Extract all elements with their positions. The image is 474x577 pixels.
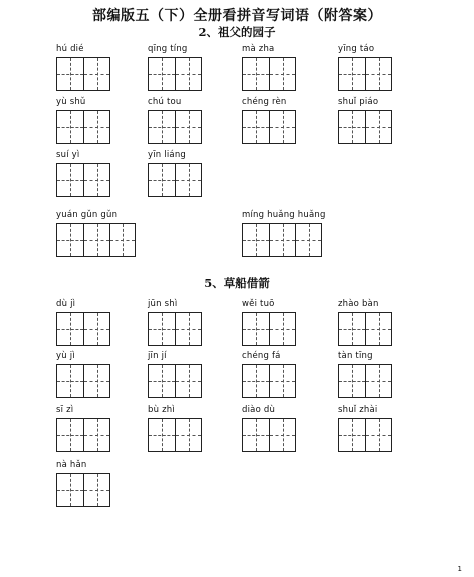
writing-cell[interactable] <box>175 111 201 143</box>
tianzige-grid <box>56 223 136 257</box>
writing-cell[interactable] <box>175 313 201 345</box>
tianzige-grid <box>242 223 322 257</box>
writing-cell[interactable] <box>83 111 109 143</box>
writing-cell[interactable] <box>149 164 175 196</box>
writing-cell[interactable] <box>149 365 175 397</box>
tianzige-grid <box>242 418 296 452</box>
tianzige-grid <box>148 418 202 452</box>
tianzige-grid <box>242 364 296 398</box>
pinyin-label: dù jì <box>56 299 76 309</box>
pinyin-label: chéng fá <box>242 351 281 361</box>
tianzige-grid <box>338 364 392 398</box>
writing-cell[interactable] <box>243 224 269 256</box>
tianzige-grid <box>338 418 392 452</box>
writing-cell[interactable] <box>149 111 175 143</box>
tianzige-grid <box>148 312 202 346</box>
section-heading-1: 2、祖父的园子 <box>198 25 276 39</box>
writing-cell[interactable] <box>269 365 295 397</box>
pinyin-label: chéng rèn <box>242 97 287 107</box>
pinyin-label: chú tou <box>148 97 182 107</box>
tianzige-grid <box>56 110 110 144</box>
writing-cell[interactable] <box>243 419 269 451</box>
writing-cell[interactable] <box>83 474 109 506</box>
writing-cell[interactable] <box>339 365 365 397</box>
writing-cell[interactable] <box>149 313 175 345</box>
writing-cell[interactable] <box>295 224 321 256</box>
tianzige-grid <box>56 418 110 452</box>
writing-cell[interactable] <box>149 58 175 90</box>
page-number: 1 <box>457 565 462 573</box>
tianzige-grid <box>56 364 110 398</box>
writing-cell[interactable] <box>365 111 391 143</box>
writing-cell[interactable] <box>175 164 201 196</box>
writing-cell[interactable] <box>57 111 83 143</box>
writing-cell[interactable] <box>149 419 175 451</box>
writing-cell[interactable] <box>57 419 83 451</box>
writing-cell[interactable] <box>269 224 295 256</box>
writing-cell[interactable] <box>365 419 391 451</box>
tianzige-grid <box>148 57 202 91</box>
pinyin-label: bù zhì <box>148 405 175 415</box>
tianzige-grid <box>56 473 110 507</box>
tianzige-grid <box>338 57 392 91</box>
tianzige-grid <box>148 110 202 144</box>
pinyin-label: shuǐ piáo <box>338 97 379 107</box>
writing-cell[interactable] <box>269 419 295 451</box>
tianzige-grid <box>148 163 202 197</box>
page-title: 部编版五（下）全册看拼音写词语（附答案） <box>92 8 382 24</box>
pinyin-label: yīng táo <box>338 44 375 54</box>
writing-cell[interactable] <box>365 365 391 397</box>
writing-cell[interactable] <box>365 58 391 90</box>
writing-cell[interactable] <box>175 58 201 90</box>
writing-cell[interactable] <box>109 224 135 256</box>
pinyin-label: míng huǎng huǎng <box>242 210 326 220</box>
writing-cell[interactable] <box>83 164 109 196</box>
pinyin-label: yù shǔ <box>56 97 86 107</box>
writing-cell[interactable] <box>57 58 83 90</box>
writing-cell[interactable] <box>83 419 109 451</box>
tianzige-grid <box>56 163 110 197</box>
writing-cell[interactable] <box>339 419 365 451</box>
tianzige-grid <box>338 312 392 346</box>
pinyin-label: hú dié <box>56 44 84 54</box>
writing-cell[interactable] <box>57 474 83 506</box>
tianzige-grid <box>242 312 296 346</box>
writing-cell[interactable] <box>243 111 269 143</box>
writing-cell[interactable] <box>175 419 201 451</box>
pinyin-label: yù jì <box>56 351 75 361</box>
tianzige-grid <box>242 57 296 91</box>
tianzige-grid <box>242 110 296 144</box>
writing-cell[interactable] <box>83 313 109 345</box>
pinyin-label: tàn tīng <box>338 351 373 361</box>
pinyin-label: sī zì <box>56 405 74 415</box>
writing-cell[interactable] <box>269 313 295 345</box>
tianzige-grid <box>338 110 392 144</box>
writing-cell[interactable] <box>57 313 83 345</box>
writing-cell[interactable] <box>339 111 365 143</box>
writing-cell[interactable] <box>269 111 295 143</box>
pinyin-label: yīn liáng <box>148 150 186 160</box>
pinyin-label: jūn shì <box>148 299 178 309</box>
pinyin-label: diào dù <box>242 405 276 415</box>
writing-cell[interactable] <box>83 58 109 90</box>
writing-cell[interactable] <box>243 313 269 345</box>
pinyin-label: suí yì <box>56 150 80 160</box>
writing-cell[interactable] <box>269 58 295 90</box>
writing-cell[interactable] <box>57 224 83 256</box>
pinyin-label: nà hǎn <box>56 460 87 470</box>
pinyin-label: mà zha <box>242 44 275 54</box>
writing-cell[interactable] <box>57 365 83 397</box>
pinyin-label: wěi tuō <box>242 299 275 309</box>
tianzige-grid <box>56 57 110 91</box>
writing-cell[interactable] <box>243 365 269 397</box>
writing-cell[interactable] <box>57 164 83 196</box>
writing-cell[interactable] <box>365 313 391 345</box>
writing-cell[interactable] <box>175 365 201 397</box>
pinyin-label: jīn jí <box>148 351 167 361</box>
pinyin-label: qīng tíng <box>148 44 188 54</box>
pinyin-label: zhào bàn <box>338 299 379 309</box>
tianzige-grid <box>148 364 202 398</box>
writing-cell[interactable] <box>83 365 109 397</box>
pinyin-label: yuán gǔn gǔn <box>56 210 118 220</box>
pinyin-label: shuǐ zhài <box>338 405 378 415</box>
writing-cell[interactable] <box>339 313 365 345</box>
writing-cell[interactable] <box>243 58 269 90</box>
writing-cell[interactable] <box>339 58 365 90</box>
writing-cell[interactable] <box>83 224 109 256</box>
section-heading-2: 5、草船借箭 <box>204 276 270 290</box>
tianzige-grid <box>56 312 110 346</box>
